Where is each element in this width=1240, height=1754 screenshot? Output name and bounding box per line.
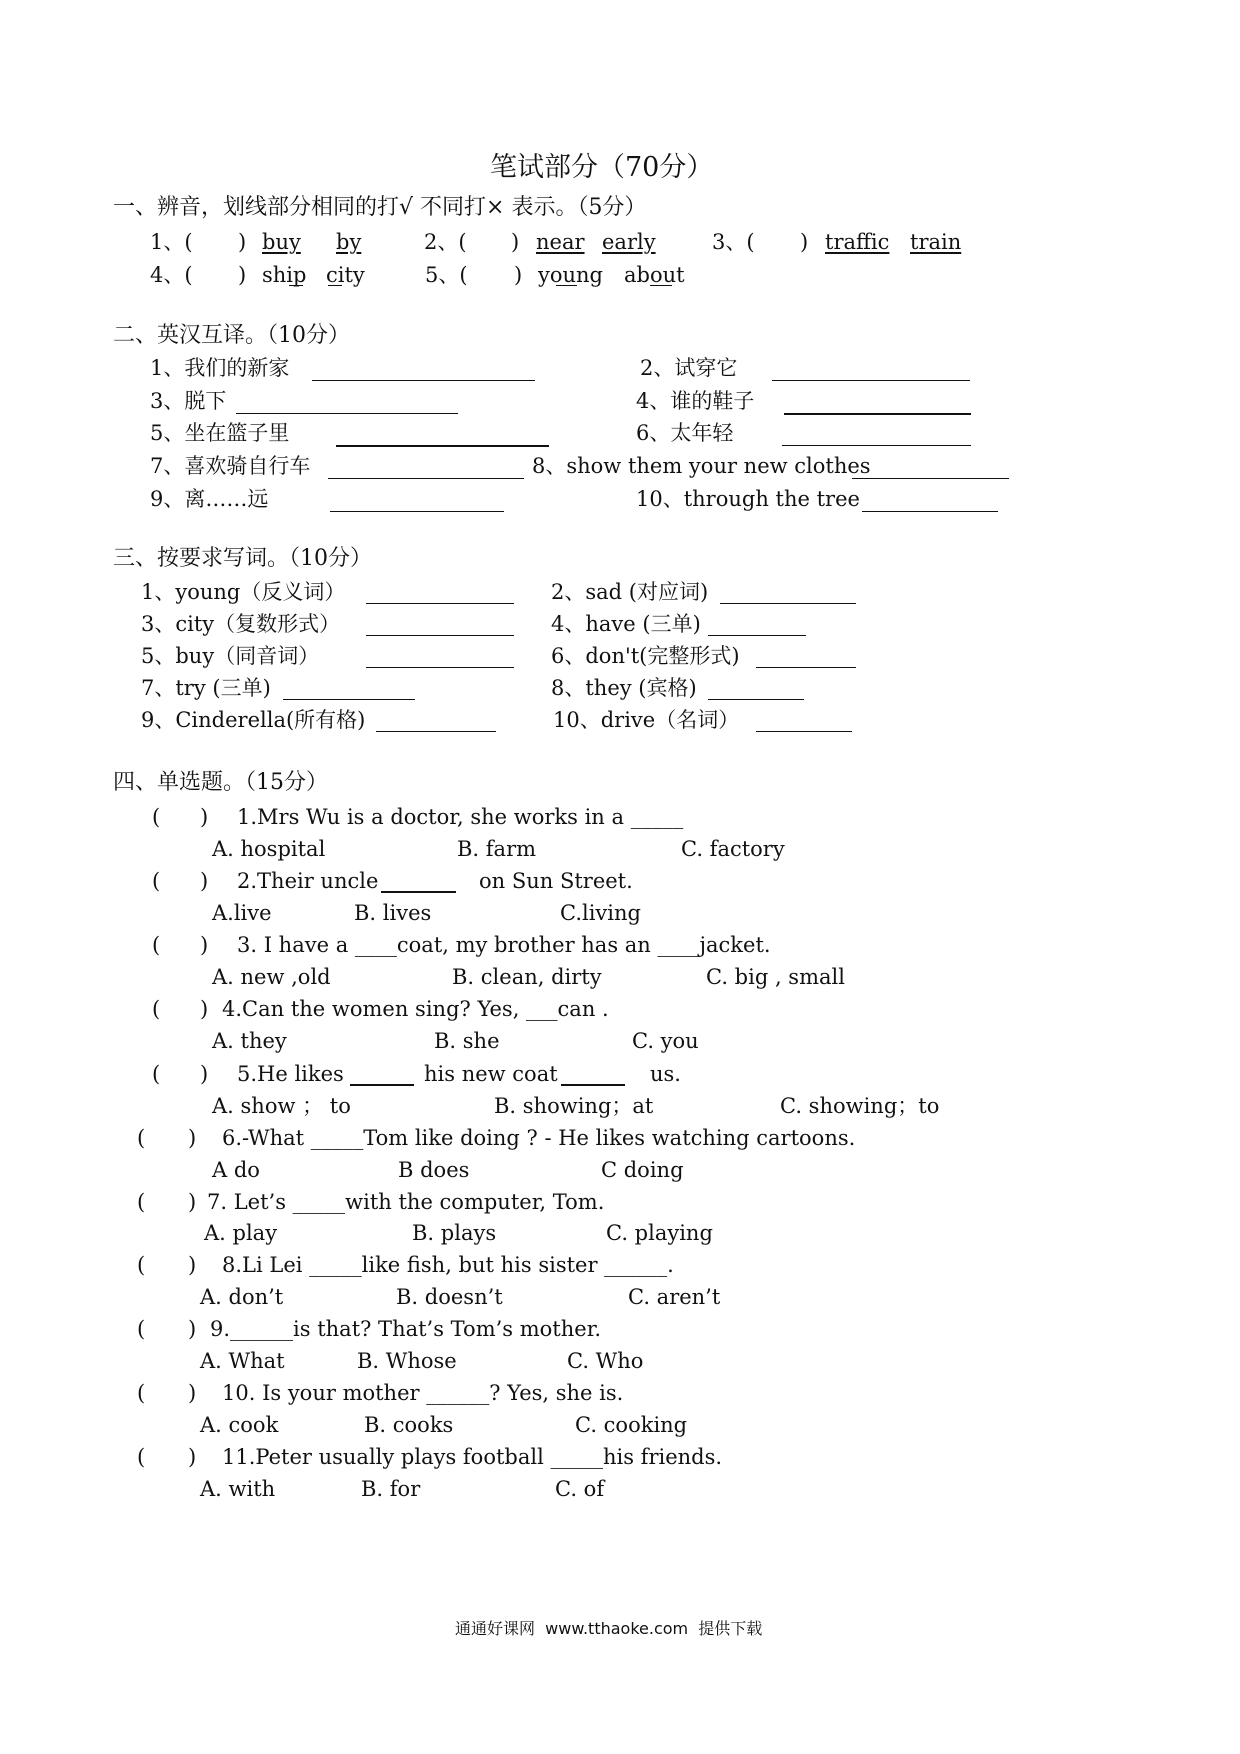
answer-paren-open: ( bbox=[137, 1317, 146, 1341]
answer-paren-close: ) bbox=[200, 997, 209, 1021]
answer-paren-open: ( bbox=[137, 1126, 146, 1150]
question-text: 7. Let’s _____with the computer, Tom. bbox=[207, 1190, 605, 1214]
word: traffic bbox=[825, 230, 890, 254]
word: about bbox=[624, 263, 685, 287]
section-3-header: 三、按要求写词。（10分） bbox=[113, 546, 372, 571]
word: train bbox=[910, 230, 962, 254]
translation-item: 1、我们的新家 bbox=[150, 356, 290, 380]
question-text: on Sun Street. bbox=[479, 869, 633, 893]
underline-mark bbox=[289, 285, 303, 286]
underline-mark bbox=[328, 285, 342, 286]
item-number: 1、( bbox=[150, 230, 193, 254]
translation-item: 3、脱下 bbox=[150, 389, 227, 413]
answer-blank[interactable] bbox=[381, 891, 456, 893]
answer-paren-close: ) bbox=[200, 805, 209, 829]
option-c: C. big , small bbox=[706, 965, 845, 989]
option-a: A. play bbox=[204, 1221, 278, 1245]
answer-paren-open: ( bbox=[137, 1445, 146, 1469]
word-item: 4、have (三单) bbox=[551, 612, 701, 636]
answer-blank[interactable] bbox=[720, 603, 856, 604]
question-text: 8.Li Lei _____like fish, but his sister ______. bbox=[222, 1253, 674, 1277]
word: young bbox=[538, 263, 603, 287]
word: buy bbox=[262, 230, 301, 254]
word: by bbox=[336, 230, 362, 254]
answer-paren-open: ( bbox=[152, 997, 161, 1021]
option-c: C. of bbox=[555, 1477, 605, 1501]
answer-paren-open: ( bbox=[152, 805, 161, 829]
answer-blank[interactable] bbox=[366, 635, 514, 636]
paren-close: ) bbox=[514, 263, 523, 287]
word-item: 2、sad (对应词) bbox=[551, 580, 709, 604]
translation-item: 8、show them your new clothes bbox=[532, 454, 871, 478]
item-number: 4、( bbox=[150, 263, 193, 287]
answer-blank[interactable] bbox=[236, 413, 458, 414]
option-c: C doing bbox=[601, 1158, 684, 1182]
question-text: 10. Is your mother ______? Yes, she is. bbox=[222, 1381, 624, 1405]
answer-paren-close: ) bbox=[188, 1126, 197, 1150]
answer-blank[interactable] bbox=[312, 380, 535, 381]
word-item: 5、buy（同音词） bbox=[141, 644, 320, 668]
word: early bbox=[602, 230, 656, 254]
answer-blank[interactable] bbox=[852, 478, 1009, 479]
translation-item: 9、离……远 bbox=[150, 487, 269, 511]
answer-blank[interactable] bbox=[366, 603, 514, 604]
answer-blank[interactable] bbox=[366, 667, 514, 668]
option-b: B. she bbox=[434, 1029, 500, 1053]
answer-blank[interactable] bbox=[336, 445, 549, 447]
answer-paren-close: ) bbox=[200, 1062, 209, 1086]
answer-paren-close: ) bbox=[188, 1445, 197, 1469]
question-text: 11.Peter usually plays football _____his friends. bbox=[222, 1445, 723, 1469]
item-number: 2、( bbox=[424, 230, 467, 254]
answer-blank[interactable] bbox=[330, 511, 504, 512]
answer-paren-close: ) bbox=[188, 1317, 197, 1341]
question-text: 3. I have a ____coat, my brother has an ____jacket. bbox=[237, 933, 771, 957]
answer-blank[interactable] bbox=[772, 380, 970, 381]
option-a: A. new ,old bbox=[212, 965, 331, 989]
question-text: 5.He likes bbox=[237, 1062, 344, 1086]
answer-blank[interactable] bbox=[283, 699, 415, 700]
paren-close: ) bbox=[238, 230, 247, 254]
option-c: C. showing；to bbox=[780, 1094, 940, 1118]
option-a: A. show ； to bbox=[212, 1094, 351, 1118]
word-item: 1、young（反义词） bbox=[141, 580, 346, 604]
option-b: B. plays bbox=[412, 1221, 497, 1245]
section-1-header: 一、辨音，划线部分相同的打√ 不同打× 表示。（5分） bbox=[113, 195, 647, 220]
answer-paren-close: ) bbox=[188, 1253, 197, 1277]
answer-blank[interactable] bbox=[756, 667, 856, 668]
translation-item: 2、试穿它 bbox=[640, 356, 738, 380]
word-item: 9、Cinderella(所有格) bbox=[141, 708, 366, 732]
option-a: A do bbox=[212, 1158, 260, 1182]
word: city bbox=[326, 263, 365, 287]
option-c: C. Who bbox=[567, 1349, 644, 1373]
item-number: 3、( bbox=[712, 230, 755, 254]
option-b: B. lives bbox=[354, 901, 432, 925]
option-a: A. hospital bbox=[212, 837, 326, 861]
answer-blank[interactable] bbox=[862, 511, 998, 512]
option-c: C. you bbox=[632, 1029, 699, 1053]
answer-blank[interactable] bbox=[708, 699, 804, 700]
answer-blank[interactable] bbox=[328, 478, 524, 479]
option-b: B. for bbox=[361, 1477, 421, 1501]
option-c: C. aren’t bbox=[628, 1285, 721, 1309]
option-c: C. cooking bbox=[575, 1413, 688, 1437]
paren-close: ) bbox=[511, 230, 520, 254]
question-text: his new coat bbox=[424, 1062, 558, 1086]
answer-paren-open: ( bbox=[152, 1062, 161, 1086]
option-b: B. clean, dirty bbox=[452, 965, 602, 989]
translation-item: 4、谁的鞋子 bbox=[636, 389, 755, 413]
answer-paren-close: ) bbox=[188, 1381, 197, 1405]
paren-close: ) bbox=[800, 230, 809, 254]
question-text: us. bbox=[650, 1062, 681, 1086]
option-a: A. What bbox=[200, 1349, 285, 1373]
option-a: A. they bbox=[212, 1029, 287, 1053]
option-a: A. cook bbox=[200, 1413, 279, 1437]
section-4-header: 四、单选题。（15分） bbox=[113, 770, 328, 795]
option-b: B. showing；at bbox=[494, 1094, 654, 1118]
word-item: 10、drive（名词） bbox=[553, 708, 740, 732]
translation-item: 5、坐在篮子里 bbox=[150, 421, 290, 445]
word: ship bbox=[262, 263, 307, 287]
footer-text: 通通好课网 www.tthaoke.com 提供下载 bbox=[455, 1619, 763, 1638]
option-a: A. with bbox=[200, 1477, 276, 1501]
answer-blank[interactable] bbox=[350, 1084, 414, 1086]
option-b: B. Whose bbox=[357, 1349, 457, 1373]
section-2-header: 二、英汉互译。（10分） bbox=[113, 323, 350, 348]
answer-paren-open: ( bbox=[152, 933, 161, 957]
translation-item: 10、through the tree bbox=[636, 487, 860, 511]
option-c: C. playing bbox=[606, 1221, 713, 1245]
answer-paren-open: ( bbox=[152, 869, 161, 893]
option-c: C.living bbox=[560, 901, 641, 925]
underline-mark bbox=[650, 285, 672, 286]
option-b: B. doesn’t bbox=[396, 1285, 503, 1309]
answer-paren-open: ( bbox=[137, 1190, 146, 1214]
option-a: A.live bbox=[212, 901, 272, 925]
word: near bbox=[536, 230, 585, 254]
answer-blank[interactable] bbox=[784, 413, 971, 415]
page-title: 笔试部分（70分） bbox=[490, 152, 714, 183]
answer-blank[interactable] bbox=[782, 445, 971, 446]
paren-close: ) bbox=[238, 263, 247, 287]
translation-item: 6、太年轻 bbox=[636, 421, 734, 445]
word-item: 3、city（复数形式） bbox=[141, 612, 341, 636]
option-b: B. farm bbox=[457, 837, 537, 861]
answer-blank[interactable] bbox=[708, 635, 806, 636]
answer-paren-open: ( bbox=[137, 1381, 146, 1405]
question-text: 9.______is that? That’s Tom’s mother. bbox=[210, 1317, 602, 1341]
question-text: 4.Can the women sing? Yes, ___can . bbox=[222, 997, 609, 1021]
answer-paren-close: ) bbox=[200, 869, 209, 893]
underline-mark bbox=[556, 285, 577, 286]
option-b: B does bbox=[398, 1158, 470, 1182]
translation-item: 7、喜欢骑自行车 bbox=[150, 454, 311, 478]
option-a: A. don’t bbox=[200, 1285, 284, 1309]
question-text: 1.Mrs Wu is a doctor, she works in a _____ bbox=[237, 805, 684, 829]
answer-paren-close: ) bbox=[188, 1190, 197, 1214]
option-c: C. factory bbox=[681, 837, 785, 861]
answer-paren-open: ( bbox=[137, 1253, 146, 1277]
item-number: 5、( bbox=[425, 263, 468, 287]
option-b: B. cooks bbox=[364, 1413, 454, 1437]
question-text: 2.Their uncle bbox=[237, 869, 379, 893]
question-text: 6.-What _____Tom like doing ? - He likes watching cartoons. bbox=[222, 1126, 856, 1150]
answer-paren-close: ) bbox=[200, 933, 209, 957]
answer-blank[interactable] bbox=[376, 731, 496, 732]
answer-blank[interactable] bbox=[561, 1084, 625, 1086]
word-item: 8、they (宾格) bbox=[551, 676, 697, 700]
answer-blank[interactable] bbox=[756, 731, 852, 732]
word-item: 6、don't(完整形式) bbox=[551, 644, 740, 668]
word-item: 7、try (三单) bbox=[141, 676, 271, 700]
